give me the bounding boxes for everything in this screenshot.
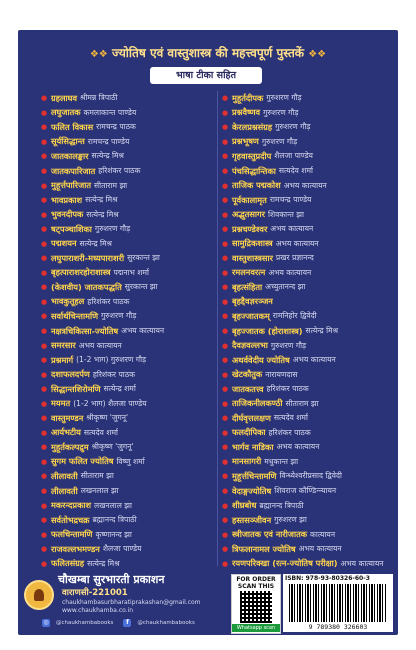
book-title: वास्तुशास्त्रसार	[232, 252, 273, 263]
book-title: प्रश्नभूषण	[232, 136, 259, 147]
book-author: गुरुशरण झा	[274, 515, 307, 525]
book-title: मकरन्दप्रकाश	[51, 500, 92, 511]
book-author: लखनलाल झा	[94, 500, 133, 510]
book-title: शीघ्रबोध	[232, 500, 257, 511]
isbn-number: ISBN: 978-93-80326-60-3	[285, 575, 370, 582]
book-author: सत्यदेव शर्मा	[273, 413, 308, 423]
book-list-item	[41, 484, 219, 499]
bullet-icon: ●	[222, 94, 229, 103]
book-author: नारायणदास	[265, 369, 298, 379]
book-list-item	[222, 280, 400, 295]
book-list-item	[222, 455, 400, 470]
book-title: बृहज्जातकम्	[232, 310, 270, 321]
book-title: लघुजातक	[51, 107, 81, 118]
social-handle[interactable]: @chaukhambabooks	[137, 620, 195, 626]
bullet-icon: ●	[41, 530, 48, 539]
book-list-item	[222, 251, 400, 266]
book-title: ताजिक पद्मकोश	[232, 180, 281, 191]
bullet-icon: ●	[41, 167, 48, 175]
bullet-icon: ●	[222, 137, 229, 146]
book-title: पद्मशयन	[51, 238, 77, 249]
book-author: सत्येन्द्र मिश्र	[85, 195, 118, 205]
book-title: केरलप्रश्नसंग्रह	[232, 121, 273, 132]
book-list-item	[41, 367, 219, 382]
book-author: गुरुशरण गौड़	[261, 136, 298, 146]
bullet-icon: ●	[222, 239, 229, 248]
book-title: राजवल्लभमण्डन	[51, 543, 100, 554]
book-title: बृहत्संहिता	[232, 281, 263, 292]
book-list-item	[222, 120, 400, 135]
book-author: लखनलाल झा	[80, 486, 119, 496]
book-author: अभय कात्यायन	[298, 544, 342, 554]
book-list-item	[222, 338, 400, 353]
book-list-item	[222, 396, 400, 411]
bullet-icon: ●	[41, 516, 48, 525]
barcode-digits: 9 789380 326603	[308, 623, 368, 631]
book-title: मुहूर्तदीपक	[232, 92, 264, 103]
book-title: प्रश्नमार्ग	[51, 354, 74, 365]
bullet-icon: ●	[222, 457, 229, 466]
book-list-item	[41, 455, 219, 470]
book-list-item	[222, 193, 400, 208]
book-title: हस्तसञ्जीवन	[232, 514, 272, 525]
bullet-icon: ●	[41, 137, 48, 146]
book-title: मुहूर्त्तचिन्तामणि	[232, 470, 277, 481]
book-title: भावप्रकाश	[51, 194, 83, 205]
publisher-city: वाराणसी-221001	[62, 588, 128, 598]
book-author: अभय कात्यायन	[78, 340, 122, 350]
bullet-icon: ●	[41, 123, 48, 132]
book-title: रमलनवरत्न	[232, 267, 266, 278]
book-author: हरिशंकर पाठक	[268, 427, 311, 437]
book-list-item	[222, 324, 400, 339]
publisher-logo-icon	[24, 580, 54, 610]
book-author: श्रीमन्न त्रिपाठी	[80, 93, 118, 103]
bullet-icon: ●	[222, 225, 229, 234]
publisher-website[interactable]: www.chaukhamba.co.in	[62, 607, 134, 614]
book-list-item	[41, 193, 219, 208]
book-author: अभय कात्यायन	[276, 442, 320, 452]
book-list-item	[41, 309, 219, 324]
book-title: प्रश्नवैष्णव	[232, 107, 261, 118]
bullet-icon: ●	[41, 487, 48, 496]
book-title: सामुद्रिकशास्त्र	[232, 238, 273, 249]
bullet-icon: ●	[222, 268, 229, 277]
bullet-icon: ●	[41, 414, 48, 423]
bullet-icon: ●	[41, 225, 48, 234]
book-title: फलचिन्तामणि	[51, 529, 93, 540]
bullet-icon: ●	[222, 283, 229, 292]
book-author: कृष्णानन्द झा	[95, 529, 132, 539]
subheading-badge: भाषा टीका सहित	[150, 67, 262, 84]
book-list-item	[41, 222, 219, 237]
bullet-icon: ●	[222, 443, 229, 452]
bullet-icon: ●	[222, 487, 229, 496]
bullet-icon: ●	[222, 108, 229, 117]
book-author: प्रखर प्रज्ञानन्द	[275, 253, 314, 263]
bullet-icon: ●	[41, 356, 48, 365]
column-divider	[217, 91, 218, 566]
book-list-item	[41, 149, 219, 164]
book-author: अभय कात्यायन	[292, 355, 336, 365]
book-title: (केशवीय) जातकपद्धति	[51, 281, 122, 292]
book-author: हरिशंकर पाठक	[98, 166, 141, 175]
bullet-icon: ●	[41, 472, 48, 481]
book-list-item	[41, 338, 219, 353]
bullet-icon: ●	[41, 210, 48, 219]
book-author: रामचन्द्र पाठक	[96, 122, 136, 132]
book-list-left	[41, 91, 219, 571]
book-list-item	[222, 382, 400, 397]
book-author: मधुकान्त झा	[264, 456, 299, 466]
book-author: सत्येन्द्र मिश्र	[79, 238, 112, 248]
book-list-item	[222, 91, 400, 106]
publisher-email[interactable]: chaukhambasurbharatiprakashan@gmail.com	[62, 599, 201, 606]
book-title: लीलावती	[51, 470, 78, 481]
bullet-icon: ●	[41, 327, 48, 336]
book-list-item	[41, 353, 219, 368]
publisher-footer	[18, 568, 398, 635]
book-title: स्त्रीजातक एवं नारीजातक	[232, 529, 308, 540]
book-author: सत्येन्द्र मिश्र	[305, 326, 338, 336]
book-list-item	[41, 440, 219, 455]
bullet-icon: ●	[41, 312, 48, 321]
bullet-icon: ●	[222, 559, 229, 568]
book-author: गुरुशरण गौड़	[275, 122, 311, 132]
bullet-icon: ●	[222, 123, 229, 132]
book-author: अभय कात्यायन	[270, 224, 314, 234]
book-list-item	[222, 135, 400, 150]
book-title: अथर्ववेदीय ज्योतिष	[232, 354, 290, 365]
bullet-icon: ●	[222, 181, 229, 190]
book-author: सीताराम झा	[94, 180, 128, 190]
book-title: फलदीपिका	[232, 427, 266, 438]
book-author: (1-2 भाग) शैलजा पाण्डेय	[73, 398, 147, 408]
book-list-item	[222, 513, 400, 528]
book-list-item	[222, 469, 400, 484]
book-author: रामचन्द्र पाण्डेय	[269, 195, 312, 205]
bullet-icon: ●	[41, 196, 48, 205]
ornament-right-icon: ❖❖	[308, 49, 327, 60]
book-list-item	[41, 498, 219, 513]
book-list-item	[41, 426, 219, 441]
book-author: सुरकान्त झा	[127, 253, 160, 263]
bullet-icon: ●	[41, 501, 48, 510]
book-list-item	[41, 280, 219, 295]
book-title: षट्पञ्चाशिका	[51, 223, 92, 234]
instagram-icon[interactable]: ◎	[43, 619, 49, 626]
heading-text: ज्योतिष एवं वास्तुशास्त्र की महत्त्वपूर्ण पुस्तकें	[111, 46, 305, 60]
book-title: सुगम फलित ज्योतिष	[51, 456, 114, 467]
book-author: सत्येन्द्र मिश्र	[87, 558, 120, 568]
book-list-item	[222, 527, 400, 542]
book-list-item	[222, 440, 400, 455]
book-author: गुरुशरण गौड़	[270, 340, 307, 350]
facebook-icon[interactable]: f	[123, 619, 131, 627]
book-list-item	[222, 426, 400, 441]
book-list-item	[222, 411, 400, 426]
bullet-icon: ●	[222, 341, 229, 350]
book-author: सत्यदेव शर्मा	[83, 427, 118, 437]
bullet-icon: ●	[222, 472, 229, 481]
book-author: सुरकान्त झा	[124, 282, 158, 292]
book-title: सूर्यसिद्धान्त	[51, 136, 85, 147]
book-list-item	[222, 164, 400, 179]
book-author: अभय कात्यायन	[275, 238, 319, 248]
bullet-icon: ●	[222, 370, 229, 379]
bullet-icon: ●	[41, 385, 48, 394]
book-list-item	[41, 236, 219, 251]
isbn-barcode-box	[283, 574, 393, 632]
book-list-item	[41, 396, 219, 411]
bullet-icon: ●	[41, 399, 48, 408]
book-author: हरिशंकर पाठक	[266, 384, 309, 394]
book-title: पूर्वकालामृत	[232, 194, 267, 205]
book-title: त्रिफलानामल ज्योतिष	[232, 543, 296, 554]
book-list-item	[41, 513, 219, 528]
book-list-item	[41, 382, 219, 397]
qr-code-icon[interactable]	[240, 591, 272, 623]
book-title: दशाफलदर्पण	[51, 369, 90, 380]
bullet-icon: ●	[41, 428, 48, 437]
book-list-item	[222, 309, 400, 324]
bullet-icon: ●	[41, 268, 48, 277]
bullet-icon: ●	[222, 516, 229, 525]
bullet-icon: ●	[41, 283, 48, 292]
book-author: रामनिहोर द्विवेदी	[272, 311, 317, 321]
book-title: लघुपाराशरी-मध्यपाराशरी	[51, 252, 125, 263]
book-author: अभय कात्यायन	[121, 326, 165, 336]
book-author: पद्मनाभ शर्मा	[113, 267, 149, 277]
book-list-right	[222, 91, 400, 571]
book-author: ब्रह्मानन्द त्रिपाठी	[92, 515, 137, 525]
bullet-icon: ●	[222, 428, 229, 437]
bullet-icon: ●	[222, 399, 229, 408]
bullet-icon: ●	[41, 545, 48, 554]
book-list-item	[41, 469, 219, 484]
publisher-name: चौखम्बा सुरभारती प्रकाशन	[58, 573, 165, 586]
bullet-icon: ●	[41, 254, 48, 263]
book-title: ग्रहलाघव	[51, 92, 78, 103]
book-author: शिवकान्त झा	[268, 209, 304, 219]
bullet-icon: ●	[222, 152, 229, 161]
book-title: सर्वार्थचिन्तामणि	[51, 310, 99, 321]
book-author: अभय कात्यायन	[283, 180, 327, 190]
book-title: मयमत	[51, 398, 71, 409]
book-author: सत्यदेव शर्मा	[278, 166, 313, 175]
book-list-item	[41, 266, 219, 281]
bullet-icon: ●	[222, 414, 229, 423]
book-author: हरिशंकर पाठक	[92, 369, 135, 379]
book-title: आर्यभटीय	[51, 427, 81, 438]
book-list-item	[222, 266, 400, 281]
book-title: जातकालङ्कार	[51, 150, 89, 161]
book-author: विन्ध्येश्वरीप्रसाद द्विवेदी	[279, 471, 342, 481]
book-title: गृहवास्तुप्रदीप	[232, 150, 272, 161]
book-list-item	[222, 106, 400, 121]
book-author: शिवराज कौण्डिन्न्यायन	[274, 486, 337, 496]
book-list-item	[222, 367, 400, 382]
book-author: सीताराम झा	[80, 471, 114, 481]
book-title: मानसागरी	[232, 456, 262, 467]
book-author: हरिशंकर पाठक	[87, 296, 130, 306]
book-title: समरसार	[51, 340, 76, 351]
book-author: गुरुशरण गौड़	[266, 93, 302, 103]
book-title: जातकपारिजात	[51, 165, 96, 176]
book-list-item	[41, 164, 219, 179]
book-list-item	[41, 178, 219, 193]
bullet-icon: ●	[41, 559, 48, 568]
book-title: मुहूर्त्तपारिजात	[51, 180, 92, 191]
page-heading	[18, 44, 398, 61]
bullet-icon: ●	[41, 341, 48, 350]
book-title: मुहूर्तकल्पद्रुम	[51, 441, 89, 452]
bullet-icon: ●	[222, 297, 229, 306]
book-author: रामचन्द्र पाण्डेय	[87, 136, 130, 146]
bullet-icon: ●	[41, 152, 48, 161]
book-author: (1-2 भाग) गुरुशरण गौड़	[76, 355, 147, 365]
book-title: दीर्घवृत्तलक्षण	[232, 412, 271, 423]
order-qr-box[interactable]	[231, 574, 281, 634]
book-title: बृहज्जातक (होराशास्त्र)	[232, 325, 303, 336]
book-author: शैलजा पाण्डेय	[274, 151, 313, 161]
book-title: रयणपरिक्खा (रत्न-ज्योतिष परीक्षा)	[232, 558, 338, 569]
bullet-icon: ●	[41, 370, 48, 379]
book-list-item	[41, 251, 219, 266]
social-links	[42, 619, 199, 627]
book-list-item	[222, 207, 400, 222]
bullet-icon: ●	[222, 254, 229, 263]
book-title: नक्षत्रचिकित्सा-ज्योतिष	[51, 325, 119, 336]
book-list-item	[41, 135, 219, 150]
book-author: श्रीकृष्ण 'जुगनू'	[86, 413, 129, 423]
book-title: खेटकौतुक	[232, 369, 263, 380]
order-label: FOR ORDER SCAN THIS	[236, 576, 276, 590]
bullet-icon: ●	[222, 530, 229, 539]
book-author: कात्यायन	[310, 529, 336, 539]
book-title: फलितसंग्रह	[51, 558, 85, 569]
book-title: भार्गव नाडिका	[232, 441, 274, 452]
book-title: लीलावती	[51, 485, 78, 496]
book-title: अद्भुतसागर	[232, 209, 265, 220]
book-author: अच्युतानन्द झा	[265, 282, 306, 292]
bullet-icon: ●	[222, 385, 229, 394]
ornament-left-icon: ❖❖	[89, 49, 108, 60]
book-list-item	[41, 542, 219, 557]
social-handle[interactable]: @chaukhambabooks	[56, 620, 114, 626]
bullet-icon: ●	[222, 196, 229, 205]
book-title: वास्तुमण्डन	[51, 412, 84, 423]
book-list-item	[41, 120, 219, 135]
book-list-item	[222, 542, 400, 557]
bullet-icon: ●	[41, 181, 48, 190]
book-author: सत्येन्द्र मिश्र	[91, 151, 124, 161]
bullet-icon: ●	[222, 545, 229, 554]
book-author: सत्येन्द्र शर्मा	[103, 384, 136, 394]
bullet-icon: ●	[222, 327, 229, 336]
book-title: सिद्धान्तशिरोमणि	[51, 383, 101, 394]
book-title: भुवनदीपक	[51, 209, 84, 220]
book-title: ताजिकनीलकण्ठी	[232, 398, 283, 409]
book-title: सर्वतोभद्रचक्र	[51, 514, 90, 525]
book-author: कमलाकान्त पाण्डेय	[83, 107, 137, 117]
book-author: शैलजा पाण्डेय	[102, 544, 142, 554]
book-list-item	[222, 353, 400, 368]
barcode-icon	[289, 584, 387, 622]
bullet-icon: ●	[41, 297, 48, 306]
book-title: जातकतत्त्व	[232, 383, 264, 394]
book-back-cover	[18, 30, 398, 635]
book-list-item	[41, 527, 219, 542]
book-list-item	[222, 178, 400, 193]
book-author: अभय कात्यायन	[268, 267, 312, 277]
book-title: बृहत्पाराशरहोराशास्त्र	[51, 267, 111, 278]
book-author: विष्णु शर्मा	[116, 456, 145, 466]
bullet-icon: ●	[222, 210, 229, 219]
book-author: गुरुशरण गौड़	[101, 311, 137, 321]
book-list-item	[41, 411, 219, 426]
bullet-icon: ●	[222, 312, 229, 321]
book-list-item	[222, 222, 400, 237]
book-list-item	[41, 207, 219, 222]
book-list-item	[222, 484, 400, 499]
bullet-icon: ●	[41, 239, 48, 248]
book-author: ब्रह्मानन्द त्रिपाठी	[259, 500, 304, 510]
book-author: श्रीकृष्ण 'जुगनू'	[91, 442, 134, 452]
book-author: अभय कात्यायन	[340, 558, 384, 568]
book-author: गुरुशरण गौड़	[94, 224, 131, 234]
book-author: गुरुशरण गौड़	[263, 107, 299, 117]
bullet-icon: ●	[222, 167, 229, 175]
book-title: फलित विकास	[51, 121, 94, 132]
book-list-item	[222, 295, 400, 310]
bullet-icon: ●	[41, 94, 48, 103]
book-list-item	[222, 498, 400, 513]
bullet-icon: ●	[41, 457, 48, 466]
book-list-item	[41, 324, 219, 339]
book-list-item	[222, 149, 400, 164]
bullet-icon: ●	[41, 108, 48, 117]
whatsapp-label: Whatsapp scan	[232, 624, 280, 632]
bullet-icon: ●	[222, 501, 229, 510]
book-title: प्रश्नचण्डेश्वर	[232, 223, 268, 234]
book-title: वेदाङ्गज्योतिष	[232, 485, 272, 496]
bullet-icon: ●	[222, 356, 229, 365]
book-title: दैवज्ञवल्लभा	[232, 340, 268, 351]
book-list-item	[41, 106, 219, 121]
book-list-item	[41, 295, 219, 310]
book-author: सत्येन्द्र मिश्र	[86, 209, 119, 219]
book-list-item	[222, 236, 400, 251]
book-title: भावकुतूहल	[51, 296, 85, 307]
book-title: बृहद्दैवज्ञरञ्जन	[232, 296, 273, 307]
bullet-icon: ●	[41, 443, 48, 452]
book-author: सीताराम झा	[285, 398, 319, 408]
book-list-item	[41, 91, 219, 106]
book-title: पंचसिद्धान्तिका	[232, 165, 276, 176]
